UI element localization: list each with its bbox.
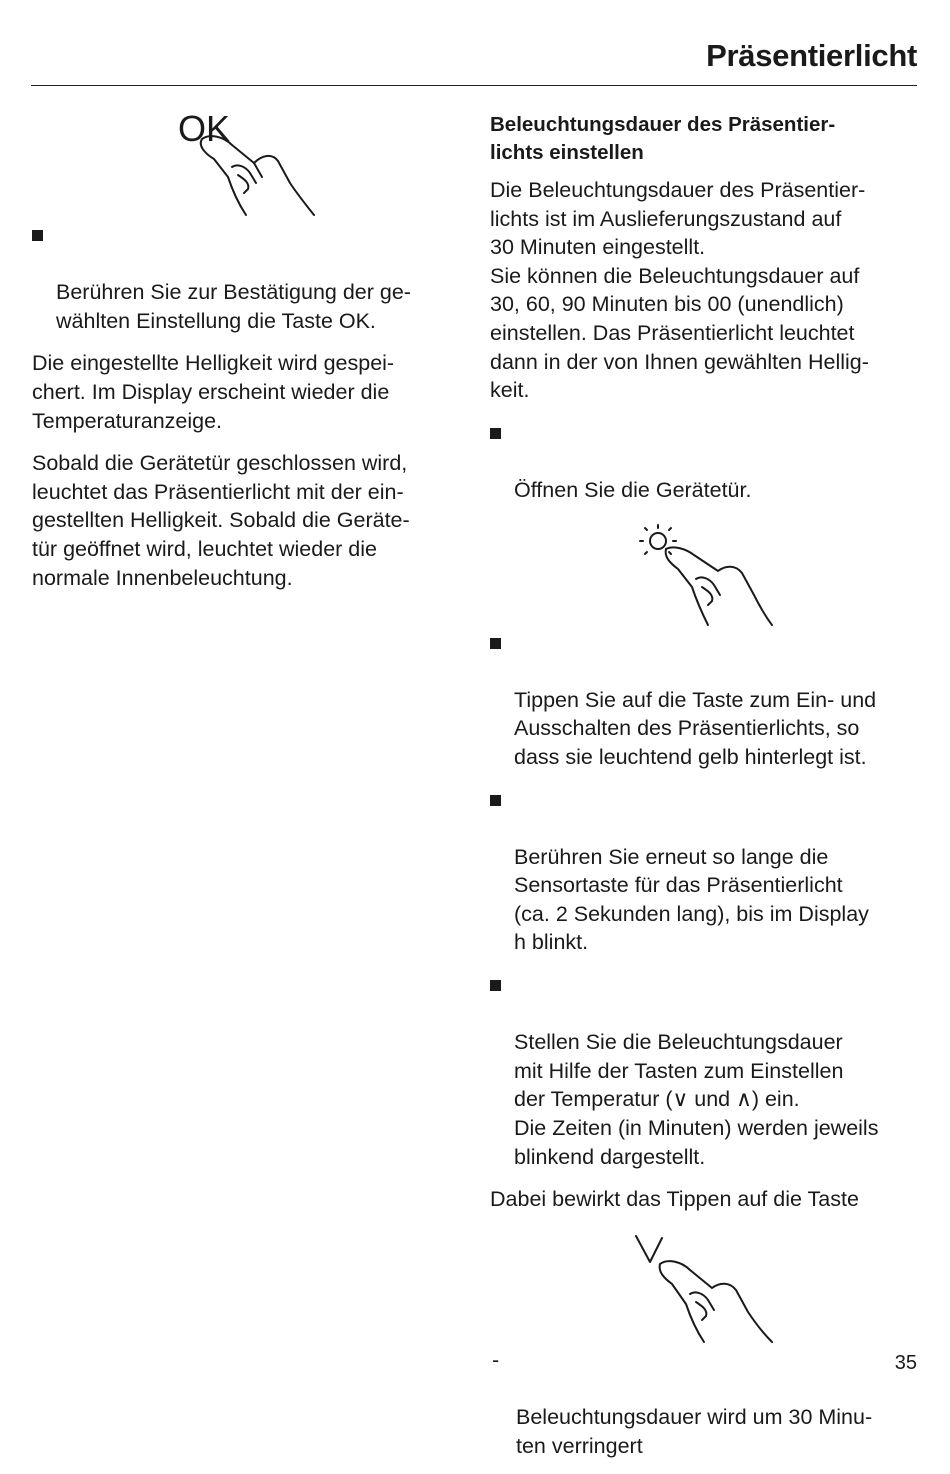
- paragraph: Dabei bewirkt das Tippen auf die Taste: [490, 1187, 859, 1212]
- bullet-item: [490, 419, 925, 505]
- bullet-text: Öffnen Sie die Gerätetür.: [514, 477, 752, 502]
- bullet-square-icon: [490, 638, 501, 649]
- bullet-text: Stellen Sie die Beleuchtungsdauer mit Hilfe der Tasten zum Einstellen der Temperatur (∨ und ∧) ein. Die Zeiten (in Minuten) werden jeweils blinkend dargestellt.: [514, 1030, 879, 1169]
- dash-item: [490, 1346, 925, 1460]
- paragraph: Die Beleuchtungsdauer des Präsentier- lichts ist im Auslieferungszustand auf 30 Minuten eingestellt. Sie können die Beleuchtungsdauer auf 30, 60, 90 Minuten bis 00 (unendlich) einstellen. Das Präsentierlicht leuchtet dann in der von Ihnen gewählten Hellig- keit.: [490, 178, 869, 403]
- bullet-item: [32, 221, 462, 335]
- bullet-text: Tippen Sie auf die Taste zum Ein- und Ausschalten des Präsentierlichts, so dass sie leuchtend gelb hinterlegt ist.: [514, 687, 877, 769]
- bullet-text: Berühren Sie zur Bestätigung der ge- wählten Einstellung die Taste OK.: [56, 280, 411, 333]
- ok-label: OK: [178, 108, 231, 149]
- right-column: [490, 111, 925, 1474]
- hand-pressing-ok-icon: [32, 103, 462, 221]
- hand-pressing-light-icon: [490, 519, 925, 629]
- bullet-square-icon: [32, 230, 43, 241]
- hand-pressing-down-icon: [490, 1228, 925, 1346]
- bullet-item: [490, 629, 925, 772]
- bullet-item: [490, 971, 925, 1171]
- bullet-square-icon: [490, 795, 501, 806]
- left-column: [32, 103, 462, 606]
- bullet-square-icon: [490, 980, 501, 991]
- bullet-text: Berühren Sie erneut so lange die Sensortaste für das Präsentierlicht (ca. 2 Sekunden lang), bis im Display h blinkt.: [514, 844, 869, 955]
- section-heading: Beleuchtungsdauer des Präsentier- lichts einstellen: [490, 113, 836, 164]
- paragraph: Die eingestellte Helligkeit wird gespei- chert. Im Display erscheint wieder die Temperaturanzeige.: [32, 351, 395, 433]
- dash-marker: -: [492, 1347, 500, 1372]
- header-rule: [31, 85, 917, 86]
- page-title: Präsentierlicht: [706, 38, 917, 73]
- bullet-item: [490, 786, 925, 958]
- page-number: 35: [894, 1352, 917, 1374]
- bullet-square-icon: [490, 428, 501, 439]
- paragraph: Sobald die Gerätetür geschlossen wird, leuchtet das Präsentierlicht mit der ein- gestellten Helligkeit. Sobald die Geräte- tür geöffnet wird, leuchtet wieder die normale Innenbeleuchtung.: [32, 451, 410, 590]
- dash-text: Beleuchtungsdauer wird um 30 Minu- ten verringert: [516, 1405, 873, 1458]
